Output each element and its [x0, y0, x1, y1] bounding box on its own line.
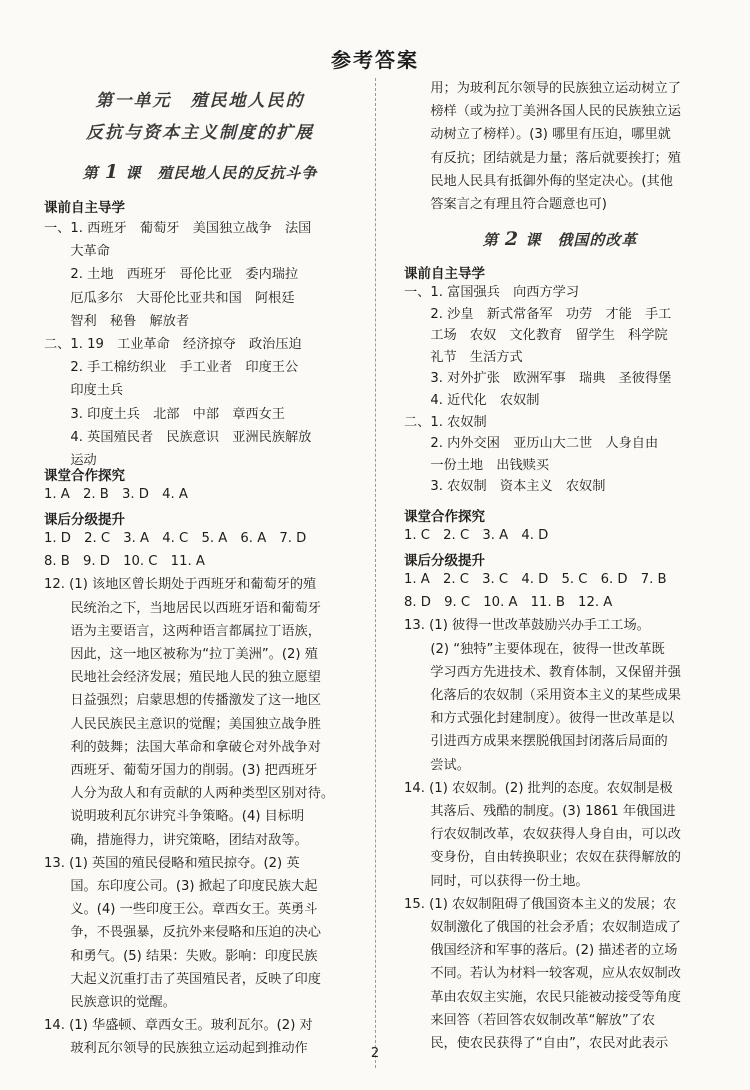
answer-line: 民地社会经济发展；殖民地人民的独立愿望: [44, 670, 321, 686]
answer-line: 2. 土地 西班牙 哥伦比亚 委内瑞拉: [44, 267, 299, 283]
unit-title-line1: 第一单元 殖民地人民的: [95, 91, 305, 111]
answer-line: 国。东印度公司。(3) 掀起了印度民族大起: [44, 879, 318, 894]
section-heading-preview: 课前自主导学: [404, 266, 485, 282]
answer-line: 化落后的农奴制（采用资本主义的某些成果: [404, 688, 681, 703]
section-heading-preview: 课前自主导学: [44, 200, 125, 216]
answer-line: 智利 秘鲁 解放者: [44, 313, 190, 329]
section-heading-classwork: 课堂合作探究: [404, 509, 485, 525]
answer-line: 大起义沉重打击了英国殖民者，反映了印度: [44, 971, 321, 987]
page-number: 2: [370, 1046, 380, 1061]
answer-line: (2) “独特”主要体现在，彼得一世改革既: [404, 641, 665, 657]
answer-line: 其落后、残酷的制度。(3) 1861 年俄国进: [404, 804, 676, 819]
answer-line: 礼节 生活方式: [404, 349, 523, 365]
column-divider: [375, 78, 377, 1068]
answer-line: 答案言之有理且符合题意也可): [404, 197, 607, 212]
answer-line: 利的鼓舞；法国大革命和拿破仑对外战争对: [44, 739, 321, 755]
page-title: 参考答案: [331, 48, 419, 72]
answer-line: 动树立了榜样）。(3) 哪里有压迫，哪里就: [404, 127, 671, 143]
answer-line: 引进西方成果来摆脱俄国封闭落后局面的: [404, 734, 668, 750]
lesson-number: 2: [504, 228, 520, 250]
answer-line: 变身份，自由转换职业；农奴在获得解放的: [404, 850, 681, 866]
answer-line: 语为主要语言，这两种语言都属拉丁语族，: [44, 623, 321, 639]
answer-line: 义。(4) 一些印度王公。章西女王。英勇斗: [44, 902, 318, 918]
answer-line: 二、1. 19 工业革命 经济掠夺 政治压迫: [44, 337, 302, 352]
answer-line: 一份土地 出钱赎买: [404, 457, 550, 473]
answer-line: 12. (1) 该地区曾长期处于西班牙和葡萄牙的殖: [44, 577, 317, 593]
answer-line: 革由农奴主实施，农民只能被动接受等角度: [404, 989, 681, 1005]
answer-line: 1. A 2. B 3. D 4. A: [44, 487, 188, 502]
answer-line: 厄瓜多尔 大哥伦比亚共和国 阿根廷: [44, 290, 295, 306]
answer-line: 同时，可以获得一份土地。: [404, 873, 589, 889]
lesson-name: 课 殖民地人民的反抗斗争: [125, 164, 318, 182]
answer-line: 13. (1) 英国的殖民侵略和殖民掠夺。(2) 英: [44, 855, 300, 871]
answer-line: 1. A 2. C 3. C 4. D 5. C 6. D 7. B: [404, 572, 667, 587]
answer-line: 8. B 9. D 10. C 11. A: [44, 554, 205, 570]
lesson-name: 课 俄国的改革: [525, 231, 638, 249]
answer-line: 和方式强化封建制度）。彼得一世改革是以: [404, 711, 675, 727]
section-heading-classwork: 课堂合作探究: [44, 468, 125, 484]
answer-line: 西班牙、葡萄牙国力的削弱。(3) 把西班牙: [44, 763, 318, 778]
answer-line: 大革命: [44, 244, 110, 260]
answer-line: 确，措施得力，讲究策略，团结对敌等。: [44, 832, 308, 848]
answer-line: 2. 内外交困 亚历山大二世 人身自由: [404, 436, 659, 452]
lesson-2-title: [404, 228, 716, 250]
answer-line: 说明玻利瓦尔讲究斗争策略。(4) 目标明: [44, 809, 305, 825]
answer-line: 榜样（或为拉丁美洲各国人民的民族独立运: [404, 104, 681, 120]
answer-line: 1. D 2. C 3. A 4. C 5. A 6. A 7. D: [44, 531, 307, 546]
answer-line: 3. 印度土兵 北部 中部 章西女王: [44, 406, 285, 422]
answer-line: 一、1. 富国强兵 向西方学习: [404, 285, 580, 300]
unit-title-line2: 反抗与资本主义制度的扩展: [86, 123, 314, 143]
answer-line: 3. 农奴制 资本主义 农奴制: [404, 479, 606, 495]
answer-line: 二、1. 农奴制: [404, 414, 487, 430]
answer-line: 工场 农奴 文化教育 留学生 科学院: [404, 328, 668, 344]
answer-line: 一、1. 西班牙 葡萄牙 美国独立战争 法国: [44, 221, 312, 236]
answer-line: 1. C 2. C 3. A 4. D: [404, 528, 549, 543]
answer-line: 行农奴制改革，农奴获得人身自由，可以改: [404, 827, 681, 843]
answer-line: 民地人民具有抵御外侮的坚定决心。(其他: [404, 173, 673, 189]
answer-line: 8. D 9. C 10. A 11. B 12. A: [404, 595, 613, 611]
answer-line: 尝试。: [404, 757, 470, 773]
answer-line: 玻利瓦尔领导的民族独立运动起到推动作: [44, 1041, 308, 1057]
lesson-prefix: 第: [82, 164, 99, 182]
answer-line: 3. 对外扩张 欧洲军事 瑞典 圣彼得堡: [404, 371, 672, 387]
answer-line: 来回答（若回答农奴制改革“解放”了农: [404, 1012, 656, 1028]
answer-line: 民统治之下，当地居民以西班牙语和葡萄牙: [44, 600, 321, 616]
lesson-number: 1: [104, 161, 120, 183]
answer-line: 民族意识的觉醒。: [44, 995, 176, 1010]
answer-line: 13. (1) 彼得一世改革鼓励兴办手工工场。: [404, 618, 650, 634]
answer-line: 不同。若认为材料一较客观，应从农奴制改: [404, 966, 681, 982]
answer-line: 和勇气。(5) 结果：失败。影响：印度民族: [44, 948, 318, 964]
answer-line: 俄国经济和军事的落后。(2) 描述者的立场: [404, 943, 678, 959]
answer-line: 15. (1) 农奴制阻碍了俄国资本主义的发展；农: [404, 896, 677, 912]
answer-line: 14. (1) 农奴制。(2) 批判的态度。农奴制是极: [404, 780, 673, 796]
answer-line: 2. 手工棉纺织业 手工业者 印度王公: [44, 360, 299, 376]
answer-line: 因此，这一地区被称为“拉丁美洲”。(2) 殖: [44, 647, 318, 662]
answer-line: 学习西方先进技术、教育体制，又保留并强: [404, 664, 681, 680]
answer-line: 人分为敌人和有贡献的人两种类型区别对待。: [44, 786, 335, 802]
answer-line: 用；为玻利瓦尔领导的民族独立运动树立了: [404, 81, 681, 96]
answer-line: 争，不畏强暴，反抗外来侵略和压迫的决心: [44, 925, 321, 941]
lesson-prefix: 第: [482, 231, 499, 249]
answer-line: 14. (1) 华盛顿、章西女王。玻利瓦尔。(2) 对: [44, 1018, 313, 1034]
answer-line: 2. 沙皇 新式常备军 功劳 才能 手工: [404, 306, 672, 322]
answer-line: 人民民族民主意识的觉醒；美国独立战争胜: [44, 716, 321, 732]
answer-line: 奴制激化了俄国的社会矛盾；农奴制造成了: [404, 920, 681, 935]
answer-line: 民，使农民获得了“自由”，农民对此表示: [404, 1036, 669, 1051]
answer-line: 4. 近代化 农奴制: [404, 393, 540, 408]
answer-line: 有反抗；团结就是力量；落后就要挨打；殖: [404, 150, 681, 166]
answer-line: 日益强烈；启蒙思想的传播激发了这一地区: [44, 693, 321, 709]
lesson-1-title: [44, 161, 356, 183]
answer-line: 4. 英国殖民者 民族意识 亚洲民族解放: [44, 429, 312, 445]
section-heading-homework: 课后分级提升: [44, 512, 125, 528]
answer-line: 运动: [44, 453, 97, 468]
answer-line: 印度土兵: [44, 383, 124, 399]
section-heading-homework: 课后分级提升: [404, 553, 485, 569]
